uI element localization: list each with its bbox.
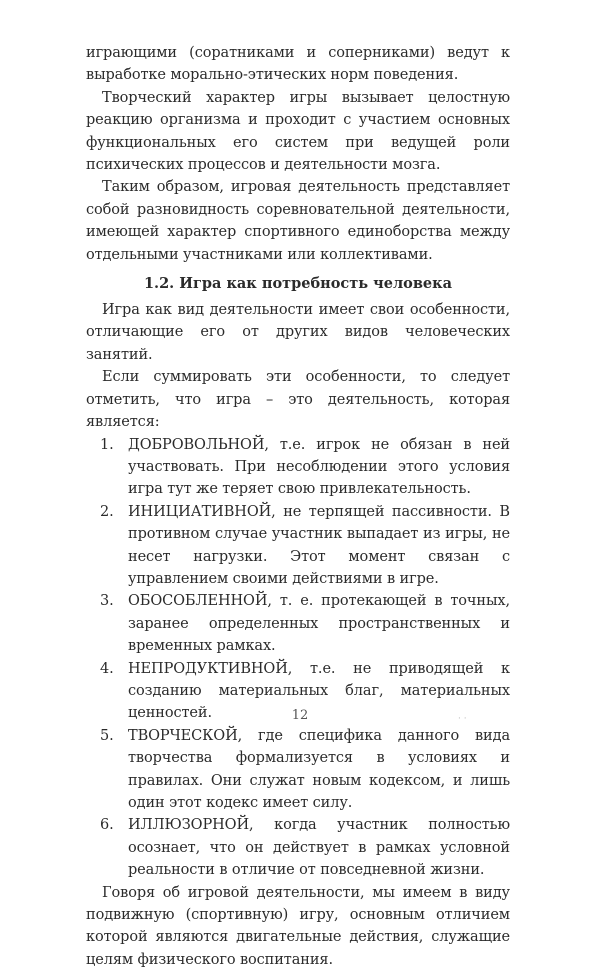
- features-list: [86, 434, 510, 882]
- paragraph-continuation: играющими (соратниками и соперниками) ведут к выработке морально-этических норм поведения.: [86, 45, 510, 84]
- paragraph-conclusion: Таким образом, игровая деятельность представляет собой разновидность соревновательной деятельности, имеющей характер спортивного единоборства между отдельными участниками или коллективами.: [86, 179, 510, 263]
- list-item-number: 1.: [100, 436, 114, 453]
- list-item-text: ИНИЦИАТИВНОЙ, не терпящей пассивности. В противном случае участник выпадает из игры, не несет нагрузки. Этот момент связан с управлением своими действиями в игре.: [128, 503, 510, 587]
- list-item-number: 6.: [100, 817, 114, 834]
- list-item: [100, 434, 510, 501]
- list-item: [100, 814, 510, 881]
- list-item: [100, 590, 510, 657]
- list-item-number: 3.: [100, 593, 114, 610]
- paragraph-summary-intro: Если суммировать эти особенности, то следует отметить, что игра – это деятельность, которая является:: [86, 369, 510, 431]
- page-number: 12: [291, 708, 309, 723]
- list-item-text: ТВОРЧЕСКОЙ, где специфика данного вида творчества формализуется в условиях и правилах. Они служат новым кодексом, и лишь один этот кодекс имеет силу.: [128, 727, 510, 811]
- paragraph-holistic-reaction: Творческий характер игры вызывает целостную реакцию организма и проходит с участием основных функциональных его систем при ведущей роли психических процессов и деятельности мозга.: [86, 89, 510, 174]
- scan-mark: · ·: [458, 714, 467, 724]
- list-item-number: 5.: [100, 727, 114, 744]
- list-item-text: ДОБРОВОЛЬНОЙ, т.е. игрок не обязан в ней участвовать. При несоблюдении этого условия игра тут же теряет свою привлекательность.: [128, 436, 510, 498]
- section-heading: 1.2. Игра как потребность человека: [143, 275, 453, 293]
- list-item-text: НЕПРОДУКТИВНОЙ, т.е. не приводящей к созданию материальных благ, материальных ценностей.: [128, 660, 510, 722]
- list-item: [100, 501, 510, 591]
- list-item-number: 4.: [100, 660, 114, 677]
- paragraph-closing: Говоря об игровой деятельности, мы имеем в виду подвижную (спортивную) игру, основным отличием которой являются двигательные действия, служащие целям физического воспитания.: [86, 884, 510, 968]
- page-body: [86, 42, 510, 971]
- list-item-text: ИЛЛЮЗОРНОЙ, когда участник полностью осознает, что он действует в рамках условной реальности в отличие от повседневной жизни.: [128, 817, 510, 879]
- list-item-number: 2.: [100, 503, 114, 520]
- list-item: [100, 725, 510, 815]
- paragraph-game-features: Игра как вид деятельности имеет свои особенности, отличающие его от других видов человеческих занятий.: [86, 302, 510, 363]
- list-item-text: ОБОСОБЛЕННОЙ, т. е. протекающей в точных, заранее определенных пространственных и временных рамках.: [128, 593, 510, 655]
